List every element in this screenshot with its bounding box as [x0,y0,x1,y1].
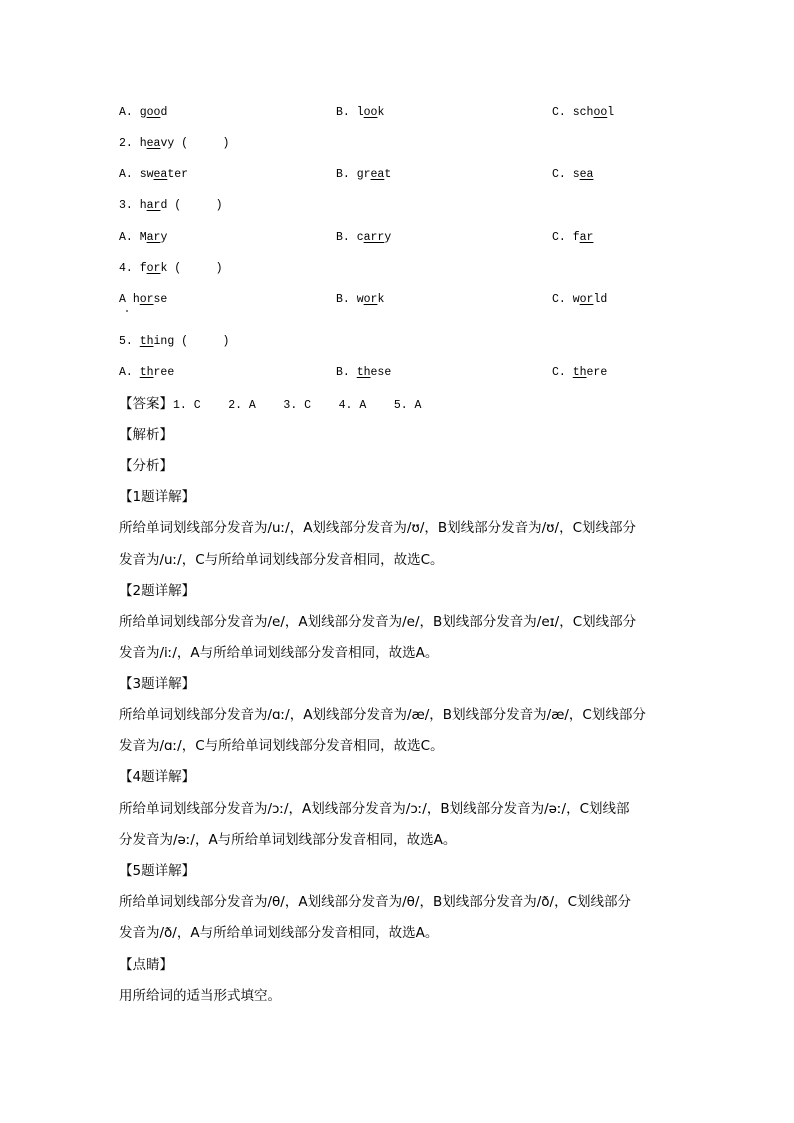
q4-option-b: B. work [336,293,385,306]
heading-detail-4: 【4题详解】 [119,769,196,785]
q3-option-c: C. far [552,231,594,244]
q2-option-b: B. great [336,168,392,181]
q4-option-c: C. world [552,293,608,306]
heading-detail-2: 【2题详解】 [119,583,196,599]
heading-detail-1: 【1题详解】 [119,489,196,505]
detail-4-line-1: 所给单词划线部分发音为/ɔː/，A划线部分发音为/ɔː/，B划线部分发音为/əː/，C划线部 [119,801,630,817]
q2-option-a: A. sweater [119,168,189,181]
q3-option-b: B. carry [336,231,392,244]
detail-2-line-1: 所给单词划线部分发音为/e/，A划线部分发音为/e/，B划线部分发音为/eɪ/，C划线部分 [119,614,637,630]
q2-stem: 2. heavy ( ) [119,137,230,150]
heading-detail-5: 【5题详解】 [119,863,196,879]
q1-options [119,104,679,122]
q5-option-b: B. these [336,366,392,379]
detail-5-line-2: 发音为/ð/，A与所给单词划线部分发音相同，故选A。 [119,925,439,941]
answer-line [119,395,679,415]
q5-option-a: A. three [119,366,175,379]
q3-options [119,229,679,247]
q4-stem: 4. fork ( ) [119,262,223,275]
detail-5-line-1: 所给单词划线部分发音为/θ/，A划线部分发音为/θ/，B划线部分发音为/ð/，C划线部分 [119,894,631,910]
q3-stem: 3. hard ( ) [119,199,223,212]
detail-3-line-1: 所给单词划线部分发音为/ɑː/，A划线部分发音为/æ/，B划线部分发音为/æ/，C划线部分 [119,707,646,723]
q3-option-a: A. Mary [119,231,168,244]
detail-1-line-2: 发音为/uː/，C与所给单词划线部分发音相同，故选C。 [119,552,444,568]
q2-option-c: C. sea [552,168,594,181]
detail-3-line-2: 发音为/ɑː/，C与所给单词划线部分发音相同，故选C。 [119,738,444,754]
detail-2-line-2: 发音为/iː/，A与所给单词划线部分发音相同，故选A。 [119,645,439,661]
stray-dot [126,310,128,312]
q5-option-c: C. there [552,366,608,379]
heading-fenxi: 【分析】 [119,458,173,474]
q1-option-b: B. look [336,106,385,119]
q1-option-c: C. school [552,106,615,119]
q5-options [119,364,679,382]
detail-1-line-1: 所给单词划线部分发音为/uː/，A划线部分发音为/ʊ/，B划线部分发音为/ʊ/，C划线部分 [119,520,636,536]
q2-options [119,166,679,184]
detail-4-line-2: 分发音为/əː/，A与所给单词划线部分发音相同，故选A。 [119,832,457,848]
q1-option-a: A. good [119,106,168,119]
q4-option-a: A horse [119,293,168,306]
q4-options [119,291,679,309]
final-instruction: 用所给词的适当形式填空。 [119,988,281,1004]
heading-detail-3: 【3题详解】 [119,676,196,692]
heading-dianjing: 【点睛】 [119,957,173,973]
answer-label: 【答案】 [119,396,173,412]
answer-items: 1. C 2. A 3. C 4. A 5. A [173,399,422,412]
q5-stem: 5. thing ( ) [119,335,230,348]
heading-jiexi: 【解析】 [119,427,173,443]
